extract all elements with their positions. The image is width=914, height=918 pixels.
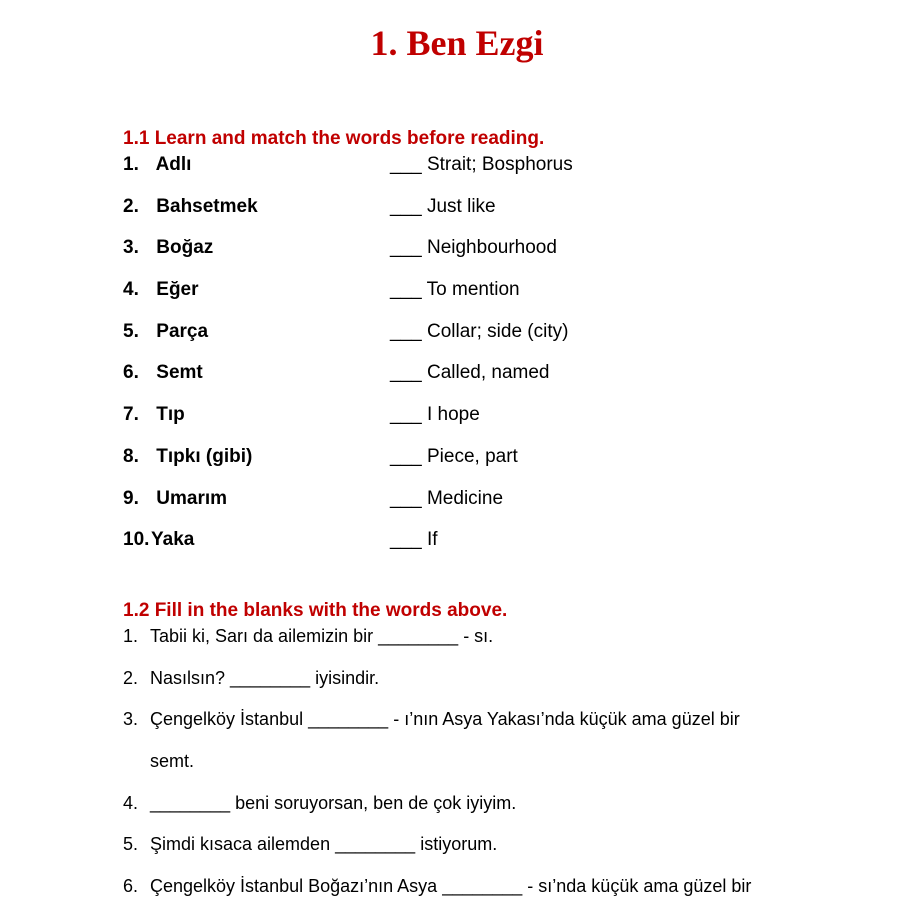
sentence-after: iyisindir. [310, 667, 380, 688]
term-text: Eğer [156, 279, 199, 301]
item-number: 4. [123, 792, 139, 813]
vocab-term [123, 321, 208, 343]
item-number: 1. [123, 154, 139, 175]
item-number: 9. [123, 487, 139, 509]
sentence-after: beni soruyorsan, ben de çok iyiyim. [230, 792, 517, 813]
vocab-term [123, 196, 258, 218]
vocab-definition [390, 154, 573, 176]
term-text: Bahsetmek [156, 195, 258, 217]
sentence-after: - sı. [458, 626, 494, 646]
vocab-term [123, 488, 227, 510]
answer-blank[interactable]: ________ [378, 626, 459, 646]
definition-text: If [426, 529, 438, 551]
answer-blank[interactable]: ___ [390, 154, 422, 175]
answer-blank[interactable]: ___ [390, 529, 422, 551]
term-text: Semt [156, 362, 203, 384]
item-number: 6. [123, 876, 139, 897]
fill-sentence [123, 668, 823, 710]
item-number: 1. [123, 626, 139, 646]
vocab-definition [390, 279, 520, 301]
vocab-row [123, 362, 823, 404]
vocab-row [123, 321, 823, 363]
sentence-before: Şimdi kısaca ailemden [150, 834, 336, 855]
answer-blank[interactable]: ___ [390, 279, 422, 301]
term-text: Tıpkı (gibi) [156, 445, 253, 467]
vocab-definition [390, 404, 480, 426]
vocab-definition [390, 196, 496, 218]
fill-sentence [123, 793, 823, 835]
definition-text: Collar; side (city) [426, 320, 569, 342]
answer-blank[interactable]: ________ [150, 792, 231, 813]
answer-blank[interactable]: ________ [335, 834, 416, 855]
sentence-after: - ı’nın Asya Yakası’nda küçük ama güzel bir [388, 709, 740, 730]
vocab-term [123, 154, 191, 176]
item-number: 2. [123, 195, 139, 217]
item-number: 2. [123, 667, 139, 688]
item-number: 10. [123, 529, 150, 551]
answer-blank[interactable]: ___ [390, 445, 422, 467]
vocab-definition [390, 321, 568, 343]
sentence-before: Tabii ki, Sarı da ailemizin bir [150, 626, 379, 646]
term-text: Adlı [155, 154, 192, 175]
vocab-row [123, 196, 823, 238]
term-text: Umarım [156, 487, 228, 509]
sentence-before: Çengelköy İstanbul Boğazı’nın Asya [150, 876, 443, 897]
definition-text: Medicine [426, 487, 504, 509]
vocab-term [123, 362, 203, 384]
answer-blank[interactable]: ___ [390, 195, 422, 217]
section-heading-fill-blanks: 1.2 Fill in the blanks with the words above. [123, 600, 508, 621]
vocab-row [123, 154, 823, 196]
item-number: 5. [123, 834, 139, 855]
vocab-row [123, 237, 823, 279]
item-number: 6. [123, 362, 139, 384]
vocab-term [123, 404, 185, 426]
answer-blank[interactable]: ___ [390, 320, 422, 342]
answer-blank[interactable]: ___ [390, 237, 422, 259]
definition-text: Just like [426, 195, 496, 217]
term-text: Yaka [151, 529, 195, 551]
definition-text: Piece, part [426, 445, 518, 467]
answer-blank[interactable]: ___ [390, 404, 422, 426]
answer-blank[interactable]: ___ [390, 362, 422, 384]
definition-text: Called, named [426, 362, 550, 384]
answer-blank[interactable]: ________ [230, 667, 311, 688]
vocab-definition [390, 237, 557, 259]
fill-sentence-continuation: semt. [150, 751, 195, 772]
answer-blank[interactable]: ________ [442, 876, 523, 897]
fill-in-blanks-list [123, 626, 823, 918]
vocab-row [123, 529, 823, 571]
fill-sentence [123, 626, 823, 668]
vocab-definition [390, 446, 518, 468]
vocab-row [123, 404, 823, 446]
vocabulary-list [123, 154, 823, 571]
item-number: 7. [123, 404, 139, 426]
vocab-definition [390, 529, 438, 551]
term-text: Boğaz [156, 237, 214, 259]
vocab-term [123, 237, 213, 259]
item-number: 5. [123, 320, 139, 342]
vocab-term [123, 279, 199, 301]
vocab-definition [390, 488, 503, 510]
definition-text: Neighbourhood [426, 237, 557, 259]
answer-blank[interactable]: ________ [308, 709, 389, 730]
sentence-before: Nasılsın? [150, 667, 231, 688]
vocab-term [123, 529, 194, 551]
vocab-row [123, 488, 823, 530]
item-number: 3. [123, 709, 139, 730]
vocab-row [123, 279, 823, 321]
item-number: 8. [123, 445, 139, 467]
sentence-before: Çengelköy İstanbul [150, 709, 309, 730]
definition-text: To mention [426, 279, 520, 301]
term-text: Parça [156, 320, 209, 342]
fill-sentence [123, 709, 823, 751]
answer-blank[interactable]: ___ [390, 487, 422, 509]
item-number: 3. [123, 237, 139, 259]
definition-text: I hope [426, 404, 480, 426]
vocab-term [123, 446, 252, 468]
fill-sentence [123, 876, 823, 918]
page-title: 1. Ben Ezgi [370, 23, 544, 63]
sentence-after: - sı’nda küçük ama güzel bir [522, 876, 752, 897]
term-text: Tıp [156, 404, 185, 426]
vocab-definition [390, 362, 550, 384]
vocab-row [123, 446, 823, 488]
sentence-after: istiyorum. [415, 834, 498, 855]
fill-sentence [123, 834, 823, 876]
definition-text: Strait; Bosphorus [426, 154, 573, 175]
item-number: 4. [123, 279, 139, 301]
section-heading-vocabulary: 1.1 Learn and match the words before reading. [123, 128, 545, 149]
